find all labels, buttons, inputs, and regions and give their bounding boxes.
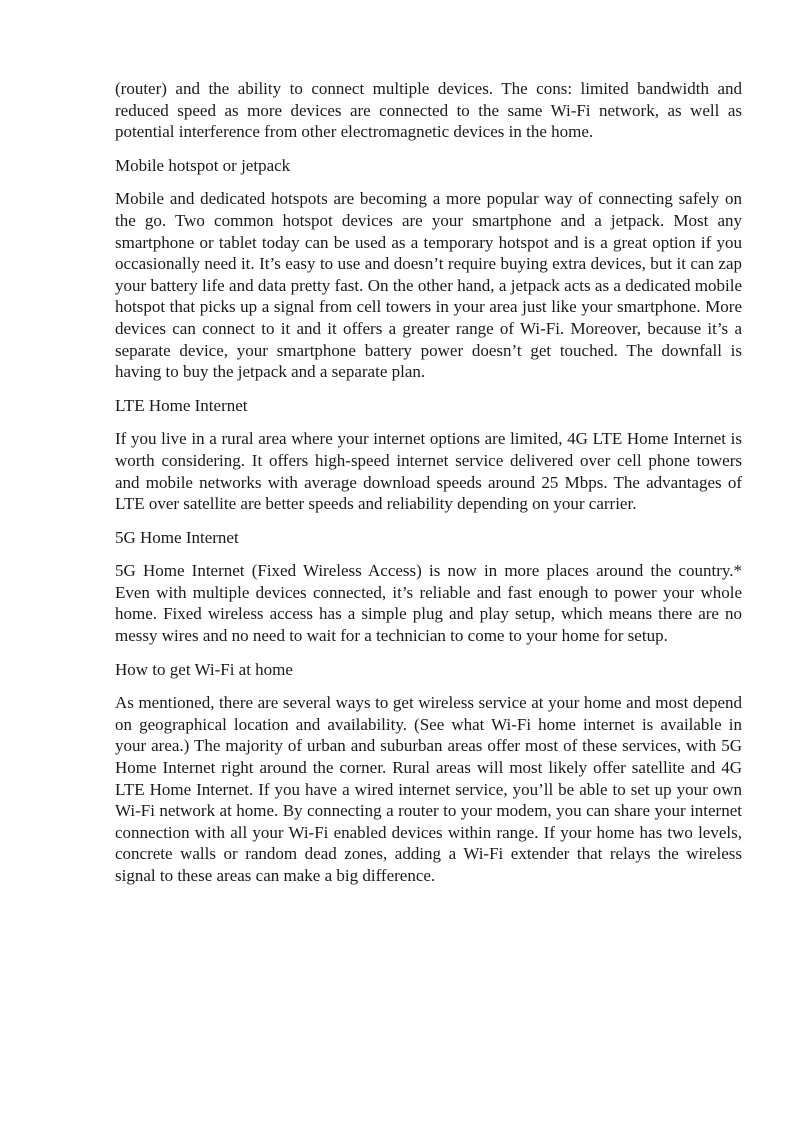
paragraph-how-to-get-wifi: As mentioned, there are several ways to get wireless service at your home and most depend on geographical location and availability. (See what Wi-Fi home internet is available in your area.) The majority of urban and suburban areas offer most of these services, with 5G Home Internet right around the corner. Rural areas will most likely offer satellite and 4G LTE Home Internet. If you have a wired internet service, you’ll be able to set up your own Wi-Fi network at home. By connecting a router to your modem, you can share your internet connection with all your Wi-Fi enabled devices within range. If your home has two levels, concrete walls or random dead zones, adding a Wi-Fi extender that relays the wireless signal to these areas can make a big difference. — [115, 693, 742, 885]
heading-how-to-get-wifi: How to get Wi-Fi at home — [115, 659, 293, 679]
heading-5g-home-internet: 5G Home Internet — [115, 527, 239, 547]
document-page — [115, 78, 742, 899]
paragraph-mobile-hotspot: Mobile and dedicated hotspots are becoming a more popular way of connecting safely on the go. Two common hotspot devices are your smartphone and a jetpack. Most any smartphone or tablet today can be used as a temporary hotspot and is a great option if you occasionally need it. It’s easy to use and doesn’t require buying extra devices, but it can zap your battery life and data pretty fast. On the other hand, a jetpack acts as a dedicated mobile hotspot that picks up a signal from cell towers in your area just like your smartphone. More devices can connect to it and it offers a greater range of Wi-Fi. Moreover, because it’s a separate device, your smartphone battery power doesn’t get touched. The downfall is having to buy the jetpack and a separate plan. — [115, 189, 742, 382]
heading-mobile-hotspot: Mobile hotspot or jetpack — [115, 155, 291, 175]
paragraph-5g-home-internet: 5G Home Internet (Fixed Wireless Access) is now in more places around the country.* Even with multiple devices connected, it’s reliable and fast enough to power your whole home. Fixed wireless access has a simple plug and play setup, which means there are no messy wires and no need to wait for a technician to come to your home for setup. — [115, 561, 742, 646]
paragraph-router-cons: (router) and the ability to connect multiple devices. The cons: limited bandwidth and reduced speed as more devices are connected to the same Wi-Fi network, as well as potential interference from other electromagnetic devices in the home. — [115, 79, 742, 142]
paragraph-lte-home-internet: If you live in a rural area where your internet options are limited, 4G LTE Home Internet is worth considering. It offers high-speed internet service delivered over cell phone towers and mobile networks with average download speeds around 25 Mbps. The advantages of LTE over satellite are better speeds and reliability depending on your carrier. — [115, 429, 742, 514]
heading-lte-home-internet: LTE Home Internet — [115, 395, 248, 415]
